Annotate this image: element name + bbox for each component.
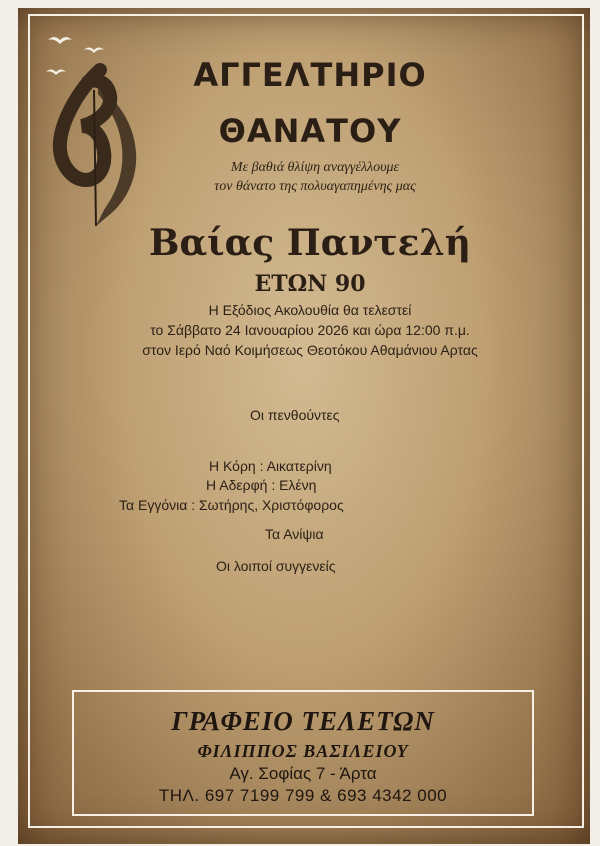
funeral-office-title: ΓΡΑΦΕΙΟ ΤΕΛΕΤΩΝ (171, 706, 435, 736)
mourner-daughter: Η Κόρη : Αικατερίνη (209, 458, 332, 474)
service-line-3: στον Ιερό Ναό Κοιμήσεως Θεοτόκου Αθαμάνιου Αρτας (142, 342, 478, 358)
mourner-grandchildren: Τα Εγγόνια : Σωτήρης, Χριστόφορος (119, 497, 344, 513)
funeral-office-address: Αγ. Σοφίας 7 - Άρτα (229, 764, 377, 783)
mourner-relatives: Οι λοιποί συγγενείς (216, 558, 336, 574)
funeral-office-phones: ΤΗΛ. 697 7199 799 & 693 4342 000 (158, 786, 448, 805)
service-line-1: Η Εξόδιος Ακολουθία θα τελεστεί (208, 302, 412, 318)
mourner-nieces-nephews: Τα Ανίψια (265, 526, 324, 542)
deceased-name: Βαίας Παντελή (149, 222, 471, 264)
service-line-2: το Σάββατο 24 Ιανουαρίου 2026 και ώρα 12:00 π.μ. (150, 322, 470, 338)
feather-b-logo-icon (38, 30, 178, 230)
mourners-heading: Οι πενθούντες (250, 407, 340, 423)
intro-line-1: Με βαθιά θλίψη αναγγέλλουμε (230, 160, 400, 175)
intro-line-2: τον θάνατο της πολυαγαπημένης μας (214, 179, 416, 194)
notice-title: ΑΓΓΕΛΤΗΡΙΟ (193, 56, 427, 94)
deceased-age: ΕΤΩΝ 90 (254, 271, 366, 297)
mourner-sister: Η Αδερφή : Ελένη (206, 477, 317, 493)
funeral-office-owner: ΦΙΛΙΠΠΟΣ ΒΑΣΙΛΕΙΟΥ (197, 741, 409, 761)
notice-title-second-line: ΘΑΝΑΤΟΥ (218, 112, 402, 150)
